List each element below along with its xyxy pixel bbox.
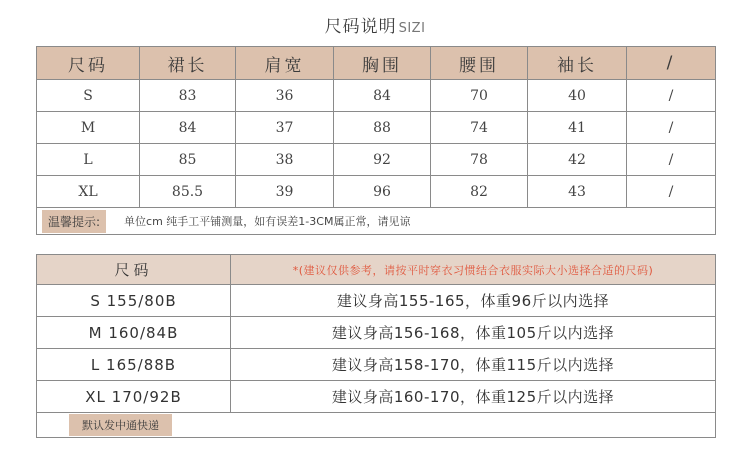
size-note [37, 208, 715, 234]
cell-slash: / [668, 151, 674, 168]
cell-advice: 建议身高160-170，体重125斤以内选择 [331, 388, 615, 406]
cell-shoulder: 38 [236, 144, 334, 175]
cell-size: L 165/88B [37, 349, 231, 380]
cell-shoulder: 36 [236, 80, 334, 111]
cell-waist: 78 [431, 144, 528, 175]
cell-size: M [37, 112, 140, 143]
cell-sleeve: 43 [528, 176, 627, 207]
cell-skirt-length: 84 [140, 112, 236, 143]
table-row [37, 144, 715, 176]
table-row [37, 112, 715, 144]
cell-size: S 155/80B [37, 285, 231, 316]
size-table [36, 46, 716, 235]
header-shoulder: 肩宽 [236, 47, 334, 79]
cell-size: S [37, 80, 140, 111]
cell-skirt-length: 85.5 [140, 176, 236, 207]
note-text: 单位cm 纯手工平铺测量，如有误差1-3CM属正常，请见谅 [124, 215, 411, 228]
title-zh: 尺码说明 [324, 17, 397, 37]
shipping-row [37, 413, 715, 437]
header-size: 尺码 [37, 47, 140, 79]
table-row [37, 349, 715, 381]
header-bust: 胸围 [334, 47, 431, 79]
cell-bust: 88 [334, 112, 431, 143]
cell-shoulder: 39 [236, 176, 334, 207]
cell-bust: 92 [334, 144, 431, 175]
cell-slash: / [668, 119, 674, 136]
cell-bust: 96 [334, 176, 431, 207]
table-row [37, 317, 715, 349]
cell-skirt-length: 85 [140, 144, 236, 175]
cell-skirt-length: 83 [140, 80, 236, 111]
cell-sleeve: 40 [528, 80, 627, 111]
cell-advice: 建议身高156-168，体重105斤以内选择 [331, 324, 615, 342]
recommend-table-header [37, 255, 715, 285]
cell-size: M 160/84B [37, 317, 231, 348]
header-sleeve: 袖长 [528, 47, 627, 79]
cell-waist: 70 [431, 80, 528, 111]
shipping-label: 默认发中通快递 [69, 414, 172, 436]
header-size: 尺码 [37, 255, 231, 284]
recommend-table [36, 254, 716, 438]
size-table-header [37, 47, 715, 80]
cell-waist: 74 [431, 112, 528, 143]
title-en: SIZI [398, 21, 426, 36]
cell-sleeve: 42 [528, 144, 627, 175]
cell-bust: 84 [334, 80, 431, 111]
cell-size: L [37, 144, 140, 175]
page-title [0, 12, 750, 37]
cell-slash: / [668, 87, 674, 104]
cell-advice: 建议身高155-165，体重96斤以内选择 [336, 292, 610, 310]
header-slash: / [666, 53, 676, 73]
cell-shoulder: 37 [236, 112, 334, 143]
table-row [37, 381, 715, 413]
cell-waist: 82 [431, 176, 528, 207]
cell-size: XL 170/92B [37, 381, 231, 412]
header-skirt-length: 裙长 [140, 47, 236, 79]
header-note: *(建议仅供参考，请按平时穿衣习惯结合衣服实际大小选择合适的尺码) [292, 263, 654, 277]
table-row [37, 176, 715, 208]
note-label: 温馨提示: [42, 210, 106, 233]
table-row [37, 80, 715, 112]
table-row [37, 285, 715, 317]
header-waist: 腰围 [431, 47, 528, 79]
cell-sleeve: 41 [528, 112, 627, 143]
cell-advice: 建议身高158-170，体重115斤以内选择 [331, 356, 615, 374]
cell-slash: / [668, 183, 674, 200]
cell-size: XL [37, 176, 140, 207]
